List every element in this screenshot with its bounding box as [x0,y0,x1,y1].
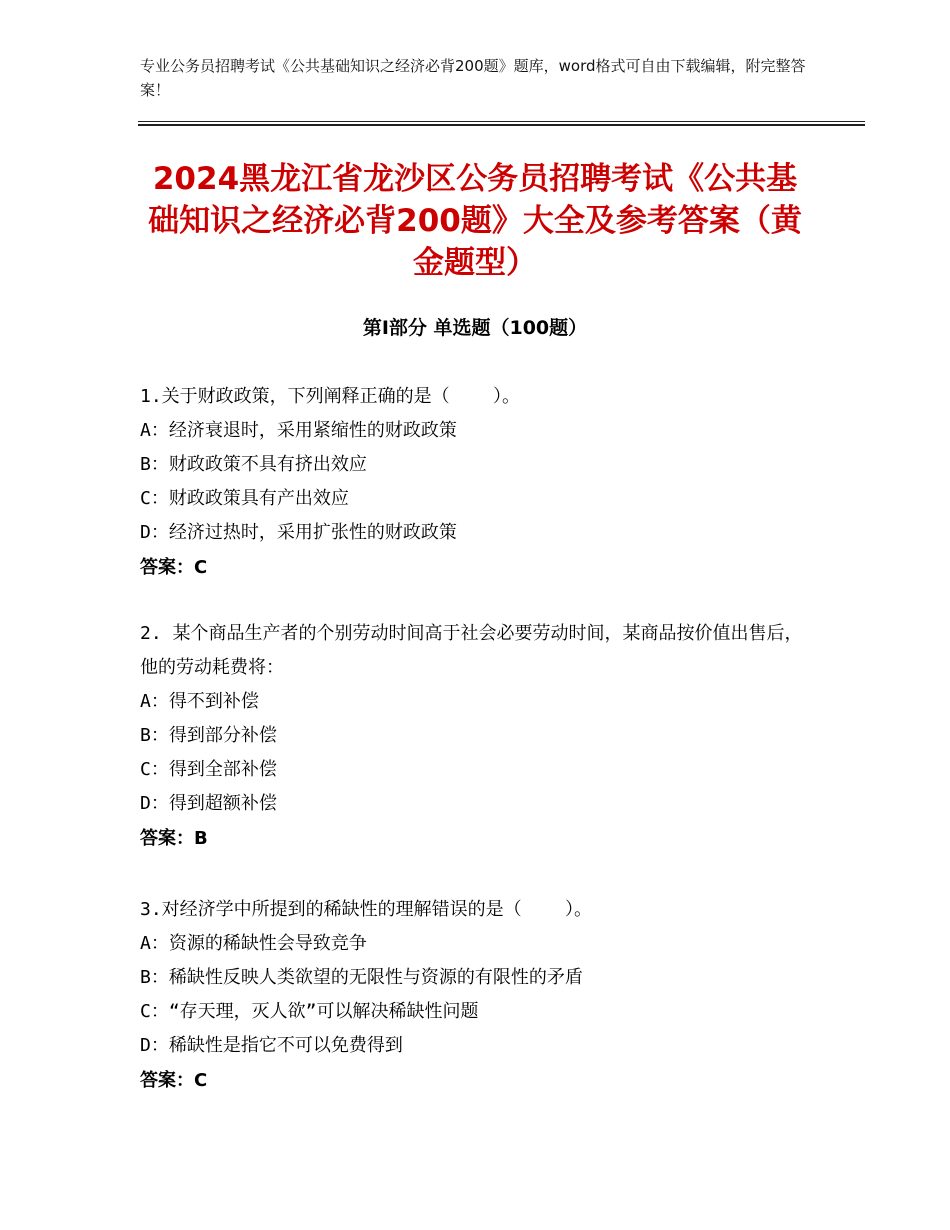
option-b: B：稀缺性反映人类欲望的无限性与资源的有限性的矛盾 [140,967,583,988]
option-c: C：财政政策具有产出效应 [140,488,349,509]
question-text: 3.对经济学中所提到的稀缺性的理解错误的是（ ）。 [140,899,593,920]
answer: 答案：B [140,828,208,849]
option-d: D：稀缺性是指它不可以免费得到 [140,1035,403,1056]
option-a: A：得不到补偿 [140,691,259,712]
question-2 [140,617,810,857]
header-note: 专业公务员招聘考试《公共基础知识之经济必背200题》题库，word格式可自由下载编辑，附完整答案！ [140,57,806,99]
question-3 [140,893,810,1099]
section-title: 第Ⅰ部分 单选题（100题） [362,317,588,339]
document-title: 2024黑龙江省龙沙区公务员招聘考试《公共基础知识之经济必背200题》大全及参考答案（黄金题型） [148,161,802,281]
header-rule-thick [138,124,865,126]
option-c: C：得到全部补偿 [140,759,277,780]
question-text: 1.关于财政政策，下列阐释正确的是（ ）。 [140,386,521,407]
option-a: A：资源的稀缺性会导致竞争 [140,933,367,954]
answer: 答案：C [140,1070,208,1091]
question-1 [140,380,810,586]
option-b: B：得到部分补偿 [140,725,277,746]
question-text: 2. 某个商品生产者的个别劳动时间高于社会必要劳动时间，某商品按价值出售后，他的劳动耗费将： [140,623,803,678]
option-d: D：得到超额补偿 [140,793,277,814]
answer: 答案：C [140,557,208,578]
option-b: B：财政政策不具有挤出效应 [140,454,367,475]
option-d: D：经济过热时，采用扩张性的财政政策 [140,522,457,543]
option-c: C：“存天理，灭人欲”可以解决稀缺性问题 [140,1001,479,1022]
option-a: A：经济衰退时，采用紧缩性的财政政策 [140,420,457,441]
header-rule-thin [138,121,865,122]
